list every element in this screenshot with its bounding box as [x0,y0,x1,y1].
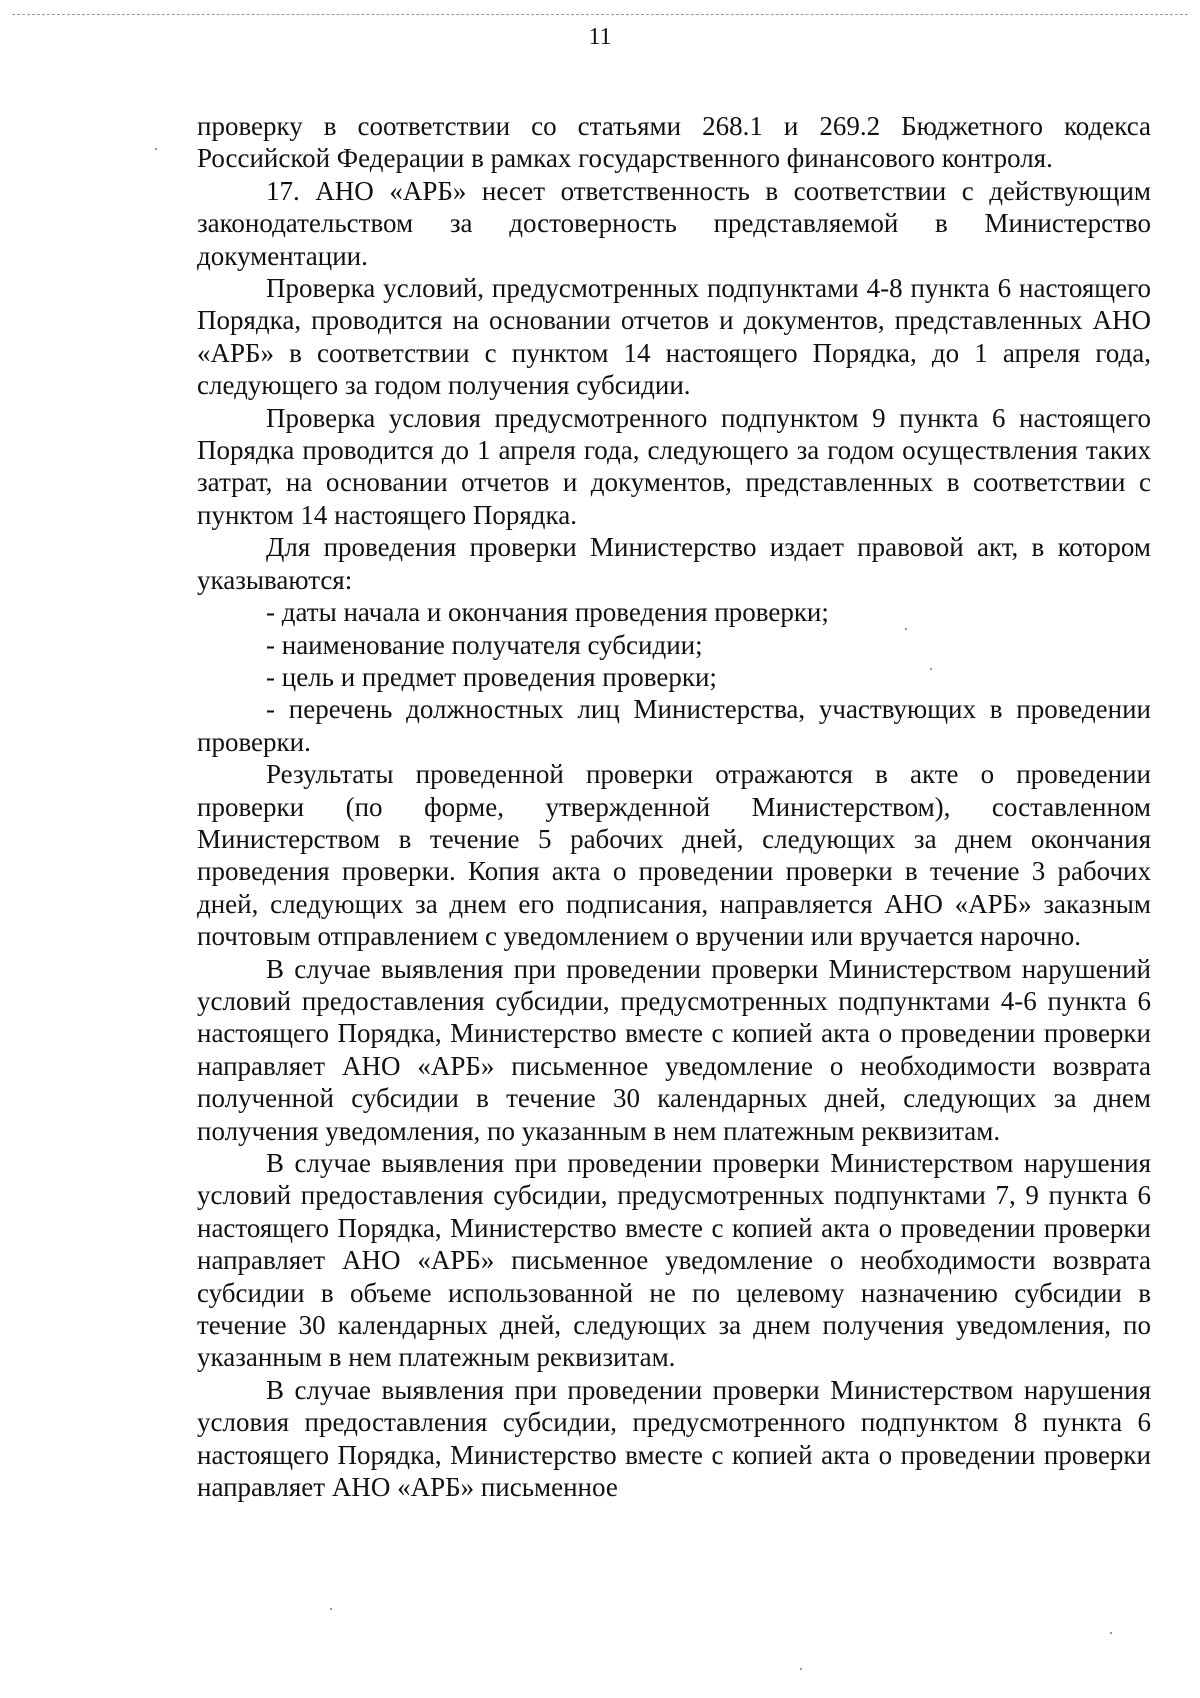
paragraph-results: Результаты проведенной проверки отражаются в акте о проведении проверки (по форме, утвержденной Министерством), составленном Министерством в течение 5 рабочих дней, следующих за днем окончания проведения проверки. Копия акта о проведении проверки в течение 3 рабочих дней, следующих за днем его подписания, направляется АНО «АРБ» заказным почтовым отправлением с уведомлением о вручении или вручается нарочно. [197,759,1151,952]
paragraph-violation-7-9: В случае выявления при проведении проверки Министерством нарушения условий предоставления субсидии, предусмотренных подпунктами 7, 9 пункта 6 настоящего Порядка, Министерство вместе с копией акта о проведении проверки направляет АНО «АРБ» письменное уведомление о необходимости возврата субсидии в объеме использованной не по целевому назначению субсидии в течение 30 календарных дней, следующих за днем получения уведомления, по указанным в нем платежным реквизитам. [197,1148,1151,1373]
list-item-officials: - перечень должностных лиц Министерства, участвующих в проведении проверки. [197,694,1151,757]
paragraph-violation-4-6: В случае выявления при проведении проверки Министерством нарушений условий предоставления субсидии, предусмотренных подпунктами 4-6 пункта 6 настоящего Порядка, Министерство вместе с копией акта о проведении проверки направляет АНО «АРБ» письменное уведомление о необходимости возврата полученной субсидии в течение 30 календарных дней, следующих за днем получения уведомления, по указанным в нем платежным реквизитам. [197,953,1151,1146]
paragraph-continuation: проверку в соответствии со статьями 268.1 и 269.2 Бюджетного кодекса Российской Федерации в рамках государственного финансового контроля. [197,111,1151,174]
page-number: 11 [588,24,612,50]
paragraph-legal-act: Для проведения проверки Министерство издает правовой акт, в котором указываются: [197,532,1151,595]
scan-border-line [12,14,1188,15]
scan-speck [1110,1632,1112,1634]
list-item-goal: - цель и предмет проведения проверки; [266,661,717,692]
scan-speck [930,668,932,670]
paragraph-item-17: 17. АНО «АРБ» несет ответственность в соответствии с действующим законодательством за достоверность представляемой в Министерство документации. [197,175,1151,271]
document-body [197,110,1151,1503]
paragraph-violation-8: В случае выявления при проведении проверки Министерством нарушения условия предоставления субсидии, предусмотренного подпунктом 8 пункта 6 настоящего Порядка, Министерство вместе с копией акта о проведении проверки направляет АНО «АРБ» письменное [197,1374,1151,1503]
scan-speck [800,1668,802,1670]
scan-speck [330,1608,332,1610]
paragraph-check-condition-9: Проверка условия предусмотренного подпунктом 9 пункта 6 настоящего Порядка проводится до 1 апреля года, следующего за годом осуществления таких затрат, на основании отчетов и документов, представленных в соответствии с пунктом 14 настоящего Порядка. [197,402,1151,530]
scan-speck [155,148,157,150]
list-item-recipient: - наименование получателя субсидии; [266,629,703,660]
list-item-dates: - даты начала и окончания проведения проверки; [266,597,829,628]
scan-speck [905,628,907,630]
paragraph-check-conditions-4-8: Проверка условий, предусмотренных подпунктами 4-8 пункта 6 настоящего Порядка, проводится на основании отчетов и документов, представленных АНО «АРБ» в соответствии с пунктом 14 настоящего Порядка, до 1 апреля года, следующего за годом получения субсидии. [197,273,1151,401]
